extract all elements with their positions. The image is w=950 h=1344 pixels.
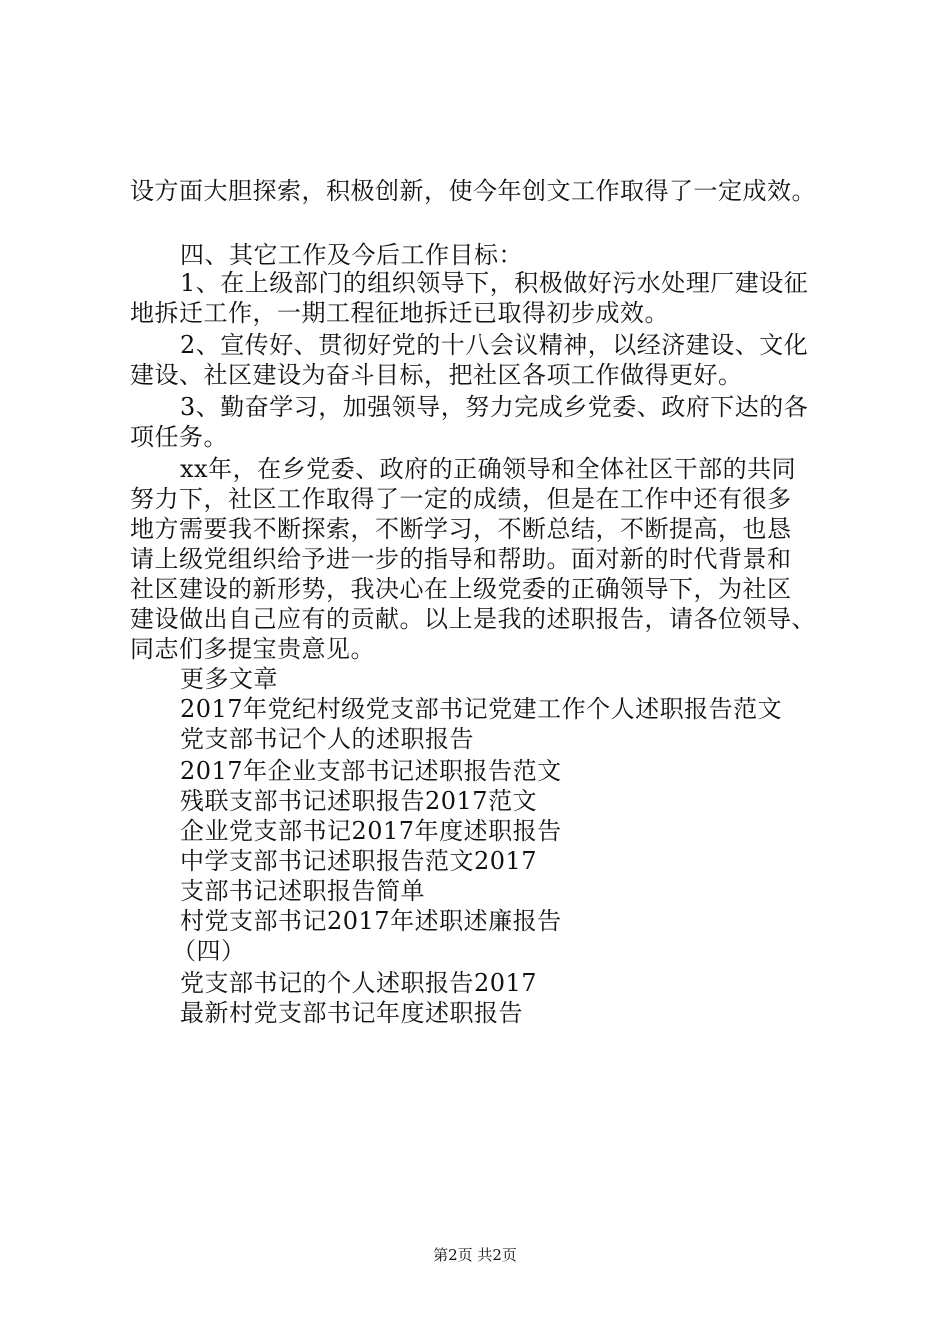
related-article-link[interactable]: 党支部书记的个人述职报告2017 [180,969,538,997]
body-line: 建设、社区建设为奋斗目标，把社区各项工作做得更好。 [130,361,743,389]
related-article-link[interactable]: 企业党支部书记2017年度述职报告 [180,817,562,845]
related-article-link[interactable]: 2017年党纪村级党支部书记党建工作个人述职报告范文 [180,695,783,723]
related-article-link[interactable]: 村党支部书记2017年述职述廉报告 [180,907,562,935]
body-line: 2、宣传好、贯彻好党的十八会议精神，以经济建设、文化 [180,331,809,359]
body-line: 地方需要我不断探索，不断学习，不断总结，不断提高，也恳 [130,515,792,543]
related-article-link[interactable]: 2017年企业支部书记述职报告范文 [180,757,562,785]
body-line: 努力下，社区工作取得了一定的成绩，但是在工作中还有很多 [130,485,792,513]
related-article-link[interactable]: 党支部书记个人的述职报告 [180,725,474,753]
body-line: 同志们多提宝贵意见。 [130,635,375,663]
body-line: 项任务。 [130,423,228,451]
body-line: 3、勤奋学习，加强领导，努力完成乡党委、政府下达的各 [180,393,809,421]
related-article-link[interactable]: 残联支部书记述职报告2017范文 [180,787,538,815]
body-line: 建设做出自己应有的贡献。以上是我的述职报告，请各位领导、 [130,605,816,633]
related-article-link[interactable]: 最新村党支部书记年度述职报告 [180,999,523,1027]
more-articles-heading: 更多文章 [180,665,278,693]
page-number-footer: 第2页 共2页 [433,1246,517,1264]
related-article-link[interactable]: 支部书记述职报告简单 [180,877,425,905]
body-line: xx年，在乡党委、政府的正确领导和全体社区干部的共同 [180,455,797,483]
body-line: 1、在上级部门的组织领导下，积极做好污水处理厂建设征 [180,269,809,297]
related-article-link[interactable]: （四） [172,937,246,965]
section-heading: 四、其它工作及今后工作目标： [180,241,523,269]
related-article-link[interactable]: 中学支部书记述职报告范文2017 [180,847,538,875]
body-line: 请上级党组织给予进一步的指导和帮助。面对新的时代背景和 [130,545,792,573]
body-line: 地拆迁工作，一期工程征地拆迁已取得初步成效。 [130,299,669,327]
body-line: 社区建设的新形势，我决心在上级党委的正确领导下，为社区 [130,575,792,603]
body-line: 设方面大胆探索，积极创新，使今年创文工作取得了一定成效。 [130,177,816,205]
